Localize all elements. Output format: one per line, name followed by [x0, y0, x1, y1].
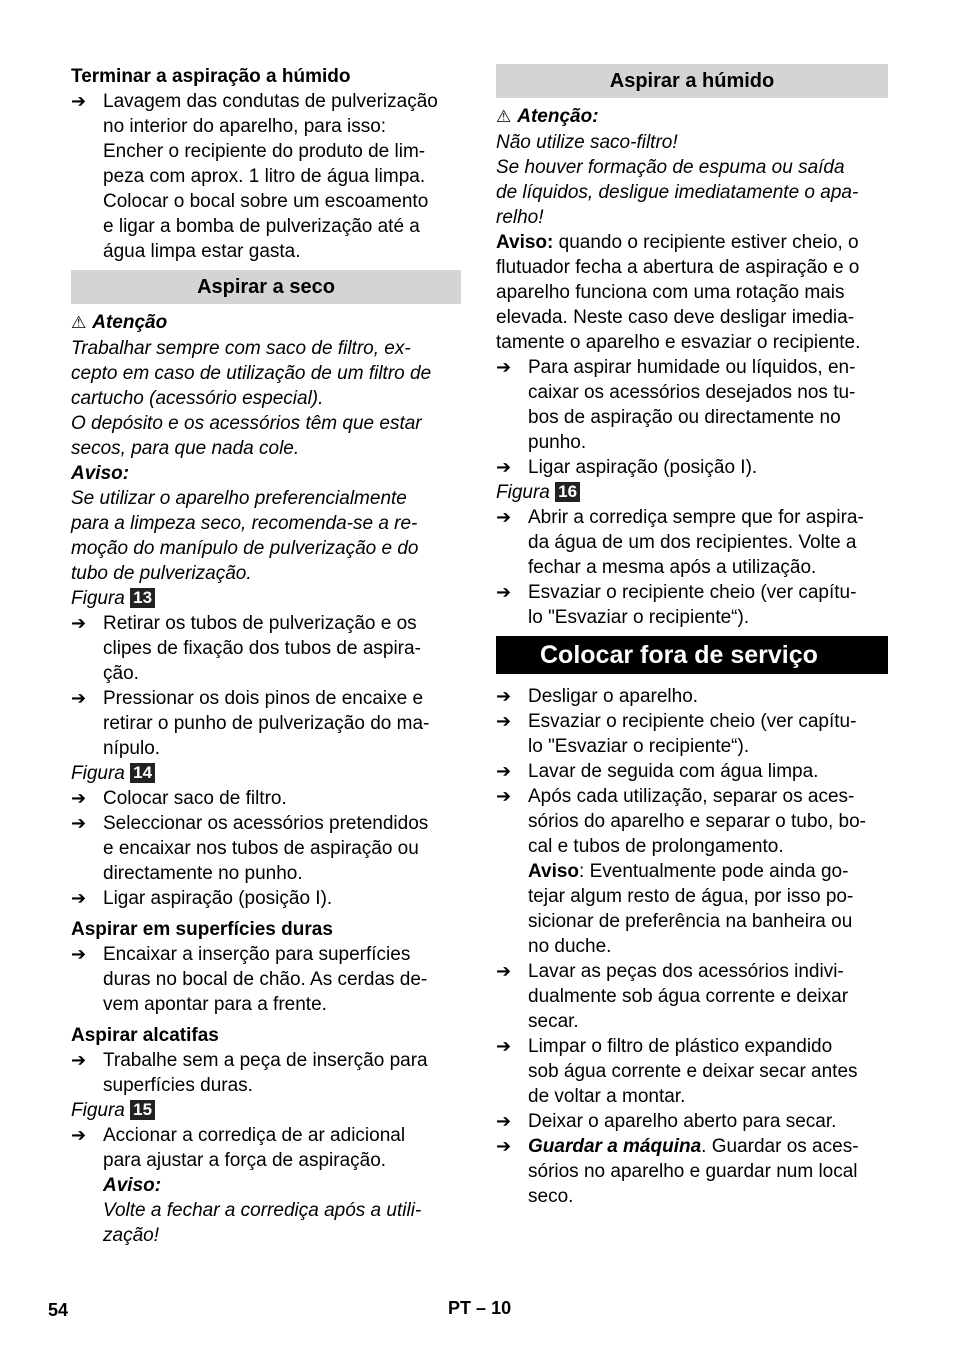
line: caixar os acessórios desejados nos tu- [528, 382, 856, 403]
attention-heading [496, 104, 888, 130]
list-item [496, 1109, 888, 1134]
list-item [71, 611, 461, 686]
list-item [496, 455, 888, 480]
line: da água de um dos recipientes. Volte a [528, 532, 857, 553]
aviso-label: Aviso [528, 861, 580, 882]
attention-text [71, 336, 461, 461]
line: ção. [103, 663, 139, 684]
line: Retirar os tubos de pulverização e os [103, 613, 417, 634]
arrow-icon: ➔ [71, 1050, 87, 1071]
arrow-icon: ➔ [71, 944, 87, 965]
line [496, 230, 888, 255]
left-column [71, 64, 461, 1248]
warning-triangle-icon: ⚠ [71, 313, 87, 333]
list-item [496, 1134, 888, 1209]
list-item [496, 505, 888, 580]
item-text [528, 784, 888, 959]
line: punho. [528, 432, 587, 453]
line: Trabalhar sempre com saco de filtro, ex- [71, 338, 411, 359]
arrow-icon: ➔ [496, 457, 512, 478]
figure-number: 16 [555, 482, 580, 502]
line: seco. [528, 1186, 574, 1207]
item-text [528, 1134, 888, 1209]
item-text [103, 786, 461, 811]
item-text [528, 709, 888, 759]
line: Trabalhe sem a peça de inserção para [103, 1050, 428, 1071]
line: sob água corrente e deixar secar antes [528, 1061, 858, 1082]
line: Pressionar os dois pinos de encaixe e [103, 688, 424, 709]
line: lo "Esvaziar o recipiente“). [528, 736, 750, 757]
line: Se utilizar o aparelho preferencialmente [71, 488, 407, 509]
arrow-icon: ➔ [71, 813, 87, 834]
line: Após cada utilização, separar os aces- [528, 786, 855, 807]
line: sórios no aparelho e guardar num local [528, 1161, 858, 1182]
list-item [496, 784, 888, 959]
arrow-icon: ➔ [71, 688, 87, 709]
list-item [71, 942, 461, 1017]
figure-label: Figura [496, 482, 550, 503]
figure-ref-14 [71, 761, 461, 786]
chapter-heading-out-of-service: Colocar fora de serviço [496, 636, 888, 674]
item-text [528, 684, 888, 709]
line: flutuador fecha a abertura de aspiração e o [496, 257, 860, 278]
item-text [103, 1048, 461, 1098]
line [528, 859, 888, 884]
line: directamente no punho. [103, 863, 303, 884]
line: clipes de fixação dos tubos de aspira- [103, 638, 421, 659]
list-item [71, 886, 461, 911]
line: e encaixar nos tubos de aspiração ou [103, 838, 419, 859]
arrow-icon: ➔ [496, 786, 512, 807]
arrow-icon: ➔ [496, 686, 512, 707]
aviso-first: quando o recipiente estiver cheio, o [553, 232, 859, 253]
aviso-label: Aviso: [103, 1175, 162, 1196]
line: Lavar as peças dos acessórios indivi- [528, 961, 844, 982]
list-item [496, 1034, 888, 1109]
line: Ligar aspiração (posição I). [528, 457, 758, 478]
line: nípulo. [103, 738, 161, 759]
arrow-icon: ➔ [71, 888, 87, 909]
line: secar. [528, 1011, 579, 1032]
item-text [528, 1109, 888, 1134]
line: de voltar a montar. [528, 1086, 686, 1107]
list-item [71, 786, 461, 811]
line: Se houver formação de espuma ou saída [496, 157, 845, 178]
section-page-number: 10 [491, 1298, 512, 1318]
line: Desligar o aparelho. [528, 686, 699, 707]
line: Volte a fechar a corrediça após a utili- [103, 1200, 422, 1221]
store-first: . Guardar os aces- [701, 1136, 859, 1157]
list-item [71, 811, 461, 886]
line: peza com aprox. 1 litro de água limpa. [103, 166, 426, 187]
line: de líquidos, desligue imediatamente o apa- [496, 182, 859, 203]
arrow-icon: ➔ [496, 507, 512, 528]
figure-label: Figura [71, 1100, 125, 1121]
attention-heading [71, 310, 461, 336]
aviso-paragraph [496, 230, 888, 355]
figure-ref-16 [496, 480, 888, 505]
line: Ligar aspiração (posição I). [103, 888, 333, 909]
line: Colocar saco de filtro. [103, 788, 287, 809]
line: Colocar o bocal sobre um escoamento [103, 191, 429, 212]
line: duras no bocal de chão. As cerdas de- [103, 969, 428, 990]
figure-number: 14 [130, 763, 155, 783]
list-item [496, 355, 888, 455]
item-text [528, 580, 888, 630]
page-footer-lang [448, 1296, 511, 1321]
line: Seleccionar os acessórios pretendidos [103, 813, 429, 834]
list-item [496, 580, 888, 630]
line: no interior do aparelho, para isso: [103, 116, 387, 137]
line: tejar algum resto de água, por isso po- [528, 886, 854, 907]
line: zação! [103, 1225, 159, 1246]
language-code: PT [448, 1298, 472, 1318]
item-text [528, 355, 888, 455]
list-item [496, 684, 888, 709]
line: água limpa estar gasta. [103, 241, 301, 262]
figure-ref-15 [71, 1098, 461, 1123]
attention-text [496, 130, 888, 230]
arrow-icon: ➔ [496, 582, 512, 603]
item-text [103, 611, 461, 686]
line: dualmente sob água corrente e deixar [528, 986, 849, 1007]
item-text [528, 759, 888, 784]
line: sicionar de preferência na banheira ou [528, 911, 853, 932]
arrow-icon: ➔ [496, 711, 512, 732]
line: Para aspirar humidade ou líquidos, en- [528, 357, 856, 378]
heading-wet-end: Terminar a aspiração a húmido [71, 66, 351, 87]
figure-label: Figura [71, 588, 125, 609]
line: aparelho funciona com uma rotação mais [496, 282, 845, 303]
line: Accionar a corrediça de ar adicional [103, 1125, 406, 1146]
item-text [103, 886, 461, 911]
warning-triangle-icon: ⚠ [496, 107, 512, 127]
line: Encher o recipiente do produto de lim- [103, 141, 426, 162]
aviso-first: : Eventualmente pode ainda go- [579, 861, 849, 882]
arrow-icon: ➔ [496, 1111, 512, 1132]
list-item [71, 686, 461, 761]
line: Lavagem das condutas de pulverização [103, 91, 438, 112]
figure-ref-13 [71, 586, 461, 611]
page-number: 54 [48, 1300, 69, 1320]
attention-label: Atenção [92, 312, 168, 333]
arrow-icon: ➔ [71, 788, 87, 809]
right-column [496, 64, 888, 1209]
figure-label: Figura [71, 763, 125, 784]
item-text [528, 505, 888, 580]
arrow-icon: ➔ [496, 961, 512, 982]
arrow-icon: ➔ [71, 91, 87, 112]
line [528, 1134, 888, 1159]
heading-carpets: Aspirar alcatifas [71, 1025, 219, 1046]
arrow-icon: ➔ [496, 1136, 512, 1157]
line: no duche. [528, 936, 612, 957]
list-item [71, 1123, 461, 1248]
heading-hard-surfaces: Aspirar em superfícies duras [71, 919, 333, 940]
line: O depósito e os acessórios têm que estar [71, 413, 422, 434]
item-text [103, 686, 461, 761]
footer-separator: – [476, 1298, 487, 1318]
line: relho! [496, 207, 544, 228]
item-text [528, 1034, 888, 1109]
arrow-icon: ➔ [496, 357, 512, 378]
list-item [496, 959, 888, 1034]
line: e ligar a bomba de pulverização até a [103, 216, 420, 237]
line: Esvaziar o recipiente cheio (ver capítu- [528, 582, 857, 603]
item-text [103, 89, 461, 264]
list-item [496, 709, 888, 759]
line: retirar o punho de pulverização do ma- [103, 713, 430, 734]
line: Abrir a corrediça sempre que for aspira- [528, 507, 864, 528]
item-text [103, 811, 461, 886]
aviso-label: Aviso: [71, 463, 130, 484]
section-heading-dry: Aspirar a seco [71, 270, 461, 304]
line: cartucho (acessório especial). [71, 388, 324, 409]
line: sórios do aparelho e separar o tubo, bo- [528, 811, 866, 832]
line: Limpar o filtro de plástico expandido [528, 1036, 833, 1057]
store-label: Guardar a máquina [528, 1136, 702, 1157]
line: Não utilize saco-filtro! [496, 132, 678, 153]
line: lo "Esvaziar o recipiente“). [528, 607, 750, 628]
section-heading-wet: Aspirar a húmido [496, 64, 888, 98]
item-text [528, 959, 888, 1034]
item-text [103, 942, 461, 1017]
arrow-icon: ➔ [496, 761, 512, 782]
line: Encaixar a inserção para superfícies [103, 944, 411, 965]
list-item [71, 89, 461, 264]
line: secos, para que nada cole. [71, 438, 300, 459]
item-text [103, 1123, 461, 1248]
line: vem apontar para a frente. [103, 994, 327, 1015]
arrow-icon: ➔ [71, 613, 87, 634]
line: para ajustar a força de aspiração. [103, 1150, 387, 1171]
figure-number: 15 [130, 1100, 155, 1120]
line: cal e tubos de prolongamento. [528, 836, 784, 857]
arrow-icon: ➔ [496, 1036, 512, 1057]
aviso-label: Aviso: [496, 232, 554, 253]
line: Deixar o aparelho aberto para secar. [528, 1111, 837, 1132]
figure-number: 13 [130, 588, 155, 608]
line: superfícies duras. [103, 1075, 253, 1096]
line: Lavar de seguida com água limpa. [528, 761, 819, 782]
attention-label: Atenção: [517, 106, 599, 127]
aviso-text [71, 486, 461, 586]
line: elevada. Neste caso deve desligar imedia- [496, 307, 855, 328]
line: moção do manípulo de pulverização e do [71, 538, 419, 559]
arrow-icon: ➔ [71, 1125, 87, 1146]
item-text [528, 455, 888, 480]
list-item [71, 1048, 461, 1098]
list-item [496, 759, 888, 784]
line: tamente o aparelho e esvaziar o recipiente. [496, 332, 861, 353]
line: bos de aspiração ou directamente no [528, 407, 841, 428]
line: tubo de pulverização. [71, 563, 252, 584]
line: cepto em caso de utilização de um filtro de [71, 363, 432, 384]
line: fechar a mesma após a utilização. [528, 557, 817, 578]
line: para a limpeza seco, recomenda-se a re- [71, 513, 418, 534]
line: Esvaziar o recipiente cheio (ver capítu- [528, 711, 857, 732]
